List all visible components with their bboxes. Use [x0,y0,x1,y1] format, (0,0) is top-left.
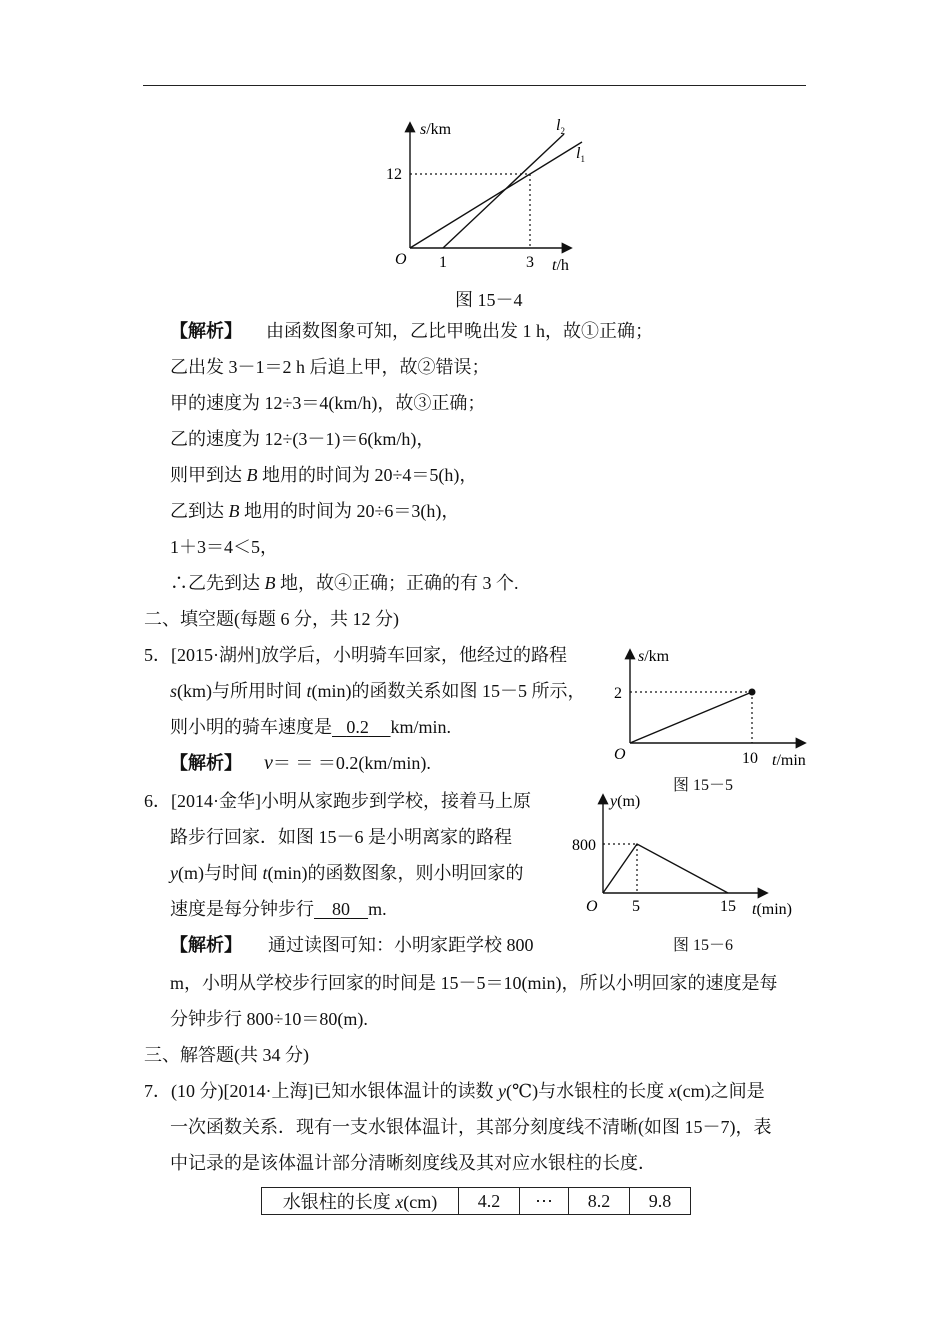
fig154-caption: 图 15－4 [455,290,523,310]
q5-line-2: s(km)与所用时间 t(min)的函数关系如图 15－5 所示， [170,681,586,701]
fig156-caption: 图 15－6 [673,937,734,954]
section-3-heading: 三、解答题(共 34 分) [144,1045,309,1065]
table-header-cell: 水银柱的长度 x(cm) [262,1188,459,1215]
q6-answer: 80 [332,899,351,919]
table-cell: ⋯ [520,1188,569,1215]
solution-line-1: 【解析】 由函数图象可知，乙比甲晚出发 1 h，故①正确； [170,321,653,341]
fig154-x-tick-1: 1 [439,254,447,271]
solution-line-5: 则甲到达 B 地用的时间为 20÷4＝5(h)， [170,465,478,485]
solution-line-3: 甲的速度为 12÷3＝4(km/h)，故③正确； [170,393,486,413]
q6-line-2: 路步行回家．如图 15－6 是小明离家的路程 [170,827,512,847]
q6-line-5: 【解析】 通过读图可知：小明家距学校 800 [170,935,534,955]
fig155-x-tick: 10 [742,750,758,767]
fig154-line-l1 [410,142,582,248]
q7-line-2: 一次函数关系．现有一支水银体温计，其部分刻度线不清晰(如图 15－7)，表 [170,1117,772,1137]
q5-line-4: 【解析】 v＝ ＝ ＝0.2(km/min). [170,752,431,774]
section-2-heading: 二、填空题(每题 6 分，共 12 分) [144,609,399,629]
fig156-origin: O [586,898,598,915]
fig156-x-tick-5: 5 [632,898,640,915]
solution-line-8: ∴乙先到达 B 地，故④正确；正确的有 3 个. [170,573,519,593]
figure-15-5 [608,645,820,770]
fig155-x-label: t/min [772,752,806,769]
q6-line-6: m，小明从学校步行回家的时间是 15－5＝10(min)，所以小明回家的速度是每 [170,973,778,993]
q6-line-4: 速度是每分钟步行 80 m. [170,899,387,919]
q7-line-1: 7．(10 分)[2014·上海]已知水银体温计的读数 y(℃)与水银柱的长度 x(cm)之间是 [144,1081,765,1101]
fig156-y-tick: 800 [572,837,596,854]
fig155-y-tick: 2 [614,685,622,702]
fig156-y-label: y(m) [610,793,641,810]
table-row [262,1188,691,1215]
q5-line-1: 5．[2015·湖州]放学后，小明骑车回家，他经过的路程 [144,645,567,665]
fig154-origin: O [395,251,407,268]
table-cell: 8.2 [569,1188,630,1215]
solution-line-4: 乙的速度为 12÷(3－1)＝6(km/h)， [170,429,435,449]
figure-15-6 [570,790,808,925]
mercury-length-table [261,1187,691,1215]
fig156-x-label: t(min) [752,901,792,918]
solution-line-6: 乙到达 B 地用的时间为 20÷6＝3(h)， [170,501,460,521]
q5-line-3: 则小明的骑车速度是 0.2 km/min. [170,717,452,737]
q6-line-1: 6．[2014·金华]小明从家跑步到学校，接着马上原 [144,791,531,811]
q7-line-3: 中记录的是该体温计部分清晰刻度线及其对应水银柱的长度． [170,1153,656,1173]
table-cell: 9.8 [630,1188,691,1215]
fig154-label-l2: $l_2$ [556,117,565,136]
fig154-x-tick-3: 3 [526,254,534,271]
fig154-line-l2 [443,134,564,248]
fig156-x-tick-15: 15 [720,898,736,915]
solution-line-2: 乙出发 3－1＝2 h 后追上甲，故②错误； [170,357,490,377]
fig155-caption: 图 15－5 [673,777,734,794]
q5-answer: 0.2 [346,717,369,737]
fig155-endpoint [749,689,756,696]
figure-15-4 [380,112,590,282]
fig155-line [630,692,752,743]
q6-line-3: y(m)与时间 t(min)的函数图象，则小明回家的 [170,863,524,883]
solution-line-7: 1＋3＝4＜5， [170,537,278,557]
fig154-y-label: s/km [420,121,452,138]
fig155-y-label: s/km [638,648,670,665]
header-rule [143,85,806,86]
q6-line-7: 分钟步行 800÷10＝80(m). [170,1009,368,1029]
fig154-label-l1: $l_1$ [576,145,585,164]
fig155-origin: O [614,746,626,763]
fig156-line [603,844,728,893]
table-cell: 4.2 [459,1188,520,1215]
analysis-tag: 【解析】 [170,321,242,341]
fig154-y-tick: 12 [386,166,402,183]
fig154-x-label: t/h [552,257,569,274]
